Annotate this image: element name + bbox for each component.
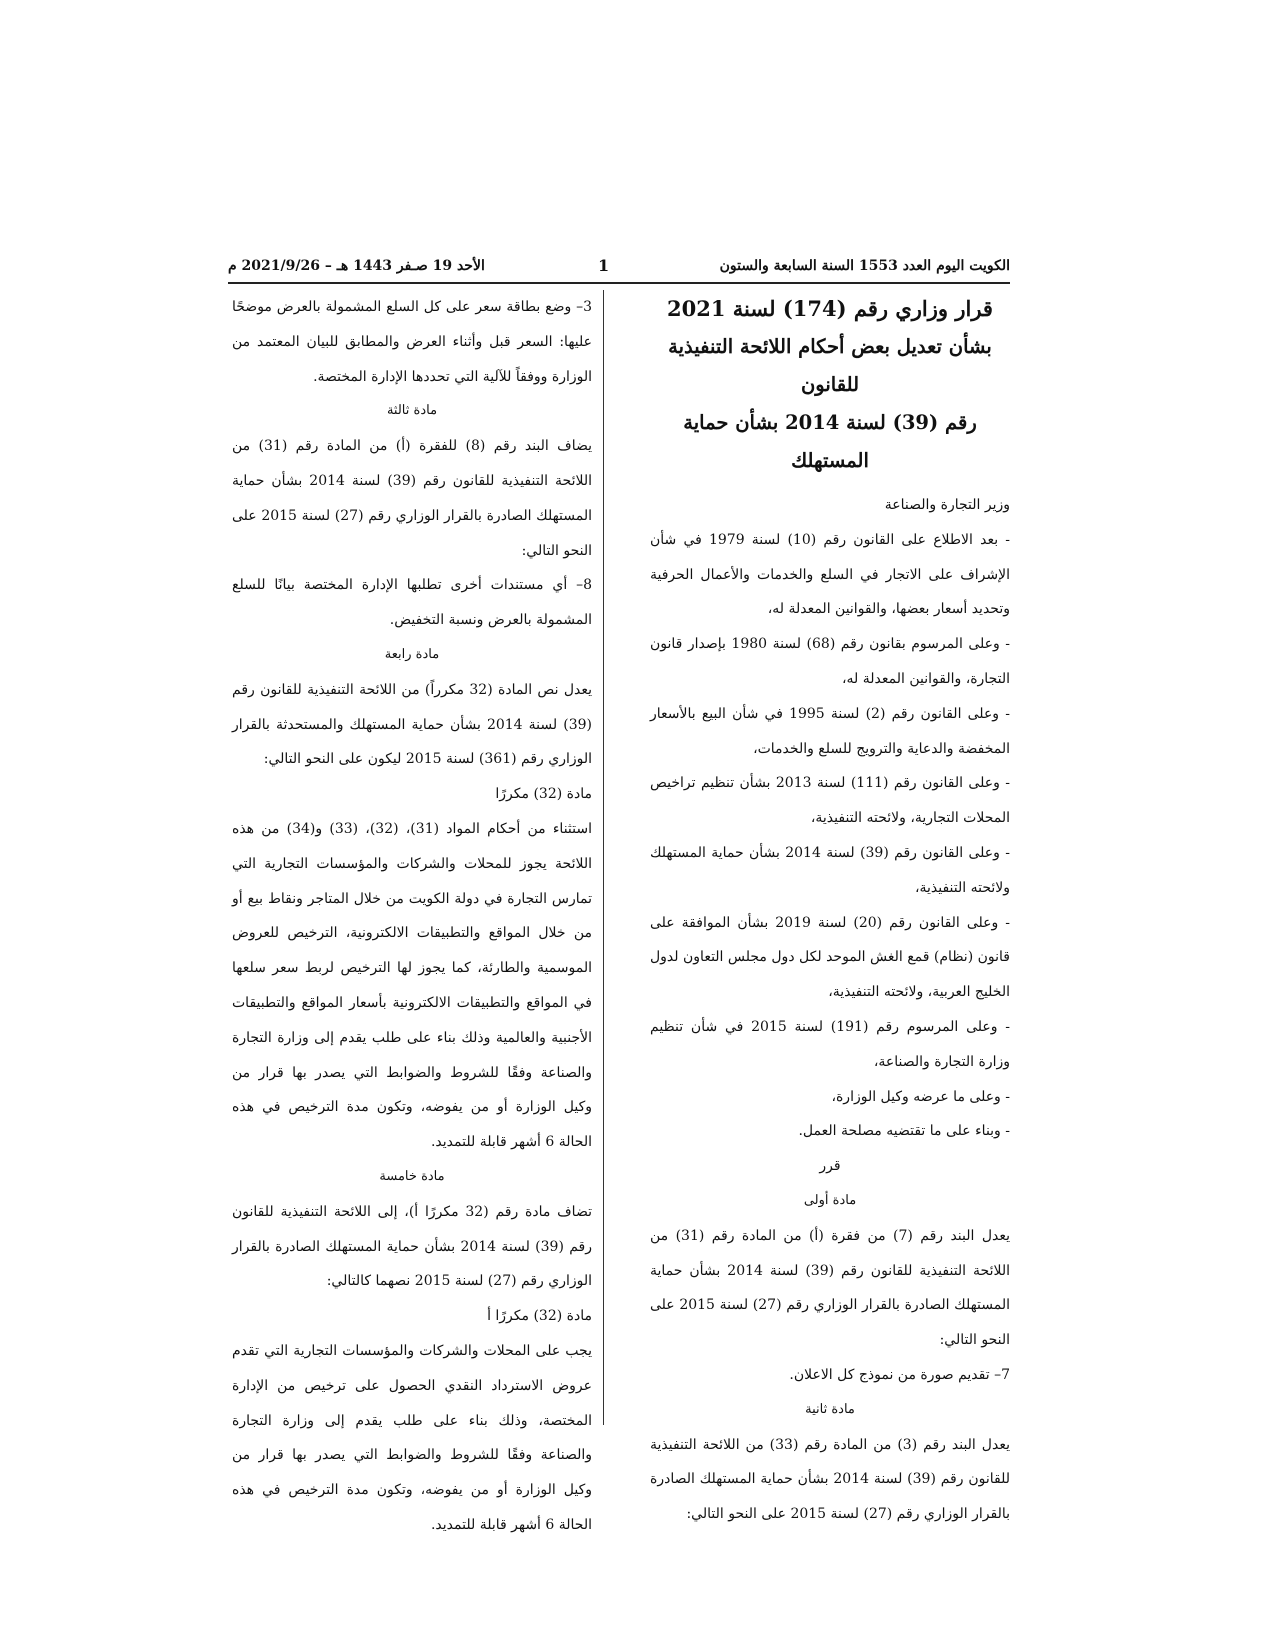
- preamble-item: - وعلى ما عرضه وكيل الوزارة،: [831, 1088, 1010, 1105]
- article-4-text: يعدل نص المادة (32 مكرراً) من اللائحة التنفيذية للقانون رقم (39) لسنة 2014 بشأن حماية المستهلك والمستحدثة بالقرار الوزاري رقم (361) لسنة 2015 ليكون على النحو التالي:: [232, 681, 592, 768]
- article-2-clause: 3– وضع بطاقة سعر على كل السلع المشمولة بالعرض موضحًا عليها: السعر قبل وأثناء العرض والمطابق للبيان المعتمد من الوزارة ووفقاً للآلية التي تحددها الإدارة المختصة.: [232, 299, 592, 385]
- article-5-subheading: مادة (32) مكررًا أ: [487, 1308, 592, 1325]
- article-5-heading: مادة خامسة: [379, 1168, 445, 1184]
- decided-heading: قرر: [819, 1158, 841, 1175]
- title-line-2: بشأن تعديل بعض أحكام اللائحة التنفيذية للقانون: [668, 335, 992, 396]
- article-1-clause: 7– تقديم صورة من نموذج كل الاعلان.: [789, 1366, 1010, 1383]
- article-3-clause: 8– أي مستندات أخرى تطلبها الإدارة المختصة بيانًا للسلع المشمولة بالعرض ونسبة التخفيض.: [232, 577, 592, 629]
- article-2-text: يعدل البند رقم (3) من المادة رقم (33) من اللائحة التنفيذية للقانون رقم (39) لسنة 2014 بشأن حماية المستهلك الصادرة بالقرار الوزاري رقم (27) لسنة 2015 على النحو التالي:: [650, 1436, 1010, 1523]
- article-4-subheading: مادة (32) مكررًا: [495, 786, 592, 803]
- article-4-heading: مادة رابعة: [384, 646, 440, 662]
- preamble-item: - وعلى المرسوم رقم (191) لسنة 2015 في شأن تنظيم وزارة التجارة والصناعة،: [650, 1018, 1010, 1070]
- preamble-item: - وبناء على ما تقتضيه مصلحة العمل.: [798, 1123, 1010, 1140]
- issuer: وزير التجارة والصناعة: [884, 497, 1010, 513]
- article-5-text: تضاف مادة رقم (32 مكررًا أ)، إلى اللائحة التنفيذية للقانون رقم (39) لسنة 2014 بشأن حماية المستهلك الصادرة بالقرار الوزاري رقم (27) لسنة 2015 نصهما كالتالي:: [232, 1203, 592, 1290]
- column-divider: [603, 290, 604, 1425]
- preamble-item: - وعلى القانون رقم (2) لسنة 1995 في شأن البيع بالأسعار المخفضة والدعاية والترويج للسلع والخدمات،: [650, 705, 1010, 757]
- issue-date: الأحد 19 صـفر 1443 هـ – 2021/9/26 م: [228, 258, 485, 274]
- article-3-heading: مادة ثالثة: [386, 403, 438, 419]
- preamble-item: - بعد الاطلاع على القانون رقم (10) لسنة 1979 في شأن الإشراف على الاتجار في السلع والخدمات والأعمال الحرفية وتحديد أسعار بعضها، والقوانين المعدلة له،: [650, 531, 1010, 618]
- preamble-item: - وعلى المرسوم بقانون رقم (68) لسنة 1980 بإصدار قانون التجارة، والقوانين المعدلة له،: [650, 636, 1010, 687]
- issue-info: الكويت اليوم العدد 1553 السنة السابعة والستون: [719, 258, 1010, 274]
- article-1-heading: مادة أولى: [803, 1192, 857, 1208]
- header-rule: [228, 282, 1010, 284]
- preamble-item: - وعلى القانون رقم (20) لسنة 2019 بشأن الموافقة على قانون (نظام) قمع الغش الموحد لكل دول مجلس التعاون لدول الخليج العربية، ولائحته التنفيذية،: [650, 914, 1010, 1001]
- preamble-item: - وعلى القانون رقم (39) لسنة 2014 بشأن حماية المستهلك ولائحته التنفيذية،: [650, 844, 1010, 896]
- article-3-text: يضاف البند رقم (8) للفقرة (أ) من المادة رقم (31) من اللائحة التنفيذية للقانون رقم (39) لسنة 2014 بشأن حماية المستهلك الصادرة بالقرار الوزاري رقم (27) لسنة 2015 على النحو التالي:: [232, 438, 592, 559]
- right-column: [650, 290, 1010, 1532]
- page-number: 1: [598, 256, 610, 275]
- preamble-item: - وعلى القانون رقم (111) لسنة 2013 بشأن تنظيم تراخيص المحلات التجارية، ولائحته التنفيذية،: [650, 775, 1010, 827]
- page-header: [228, 254, 1010, 282]
- left-column: [232, 290, 592, 1543]
- decree-title: [650, 290, 1010, 480]
- title-line-1: قرار وزاري رقم (174) لسنة 2021: [667, 296, 993, 321]
- article-4-body: استثناء من أحكام المواد (31)، (32)، (33) و(34) من هذه اللائحة يجوز للمحلات والشركات والمؤسسات التجارية التي تمارس التجارة في دولة الكويت من خلال المتاجر ونقاط بيع أو من خلال المواقع والتطبيقات الالكترونية، الترخيص للعروض الموسمية والطارئة، كما يجوز لها الترخيص لربط سعر سلعها في المواقع والتطبيقات الالكترونية بأسعار المواقع والتطبيقات الأجنبية والعالمية وذلك بناء على طلب يقدم إلى وزارة التجارة والصناعة وفقًا للشروط والضوابط التي يصدر بها قرار من وكيل الوزارة أو من يفوضه، وتكون مدة الترخيص في هذه الحالة 6 أشهر قابلة للتمديد.: [232, 820, 592, 1151]
- article-1-text: يعدل البند رقم (7) من فقرة (أ) من المادة رقم (31) من اللائحة التنفيذية للقانون رقم (39) لسنة 2014 بشأن حماية المستهلك الصادرة بالقرار الوزاري رقم (27) لسنة 2015 على النحو التالي:: [650, 1227, 1010, 1349]
- article-5-body: يجب على المحلات والشركات والمؤسسات التجارية التي تقدم عروض الاسترداد النقدي الحصول على ترخيص من الإدارة المختصة، وذلك بناء على طلب يقدم إلى وزارة التجارة والصناعة وفقًا للشروط والضوابط التي يصدر بها قرار من وكيل الوزارة أو من يفوضه، وتكون مدة الترخيص في هذه الحالة 6 أشهر قابلة للتمديد.: [232, 1342, 592, 1533]
- title-line-3: رقم (39) لسنة 2014 بشأن حماية المستهلك: [683, 411, 977, 472]
- article-2-heading: مادة ثانية: [805, 1401, 855, 1417]
